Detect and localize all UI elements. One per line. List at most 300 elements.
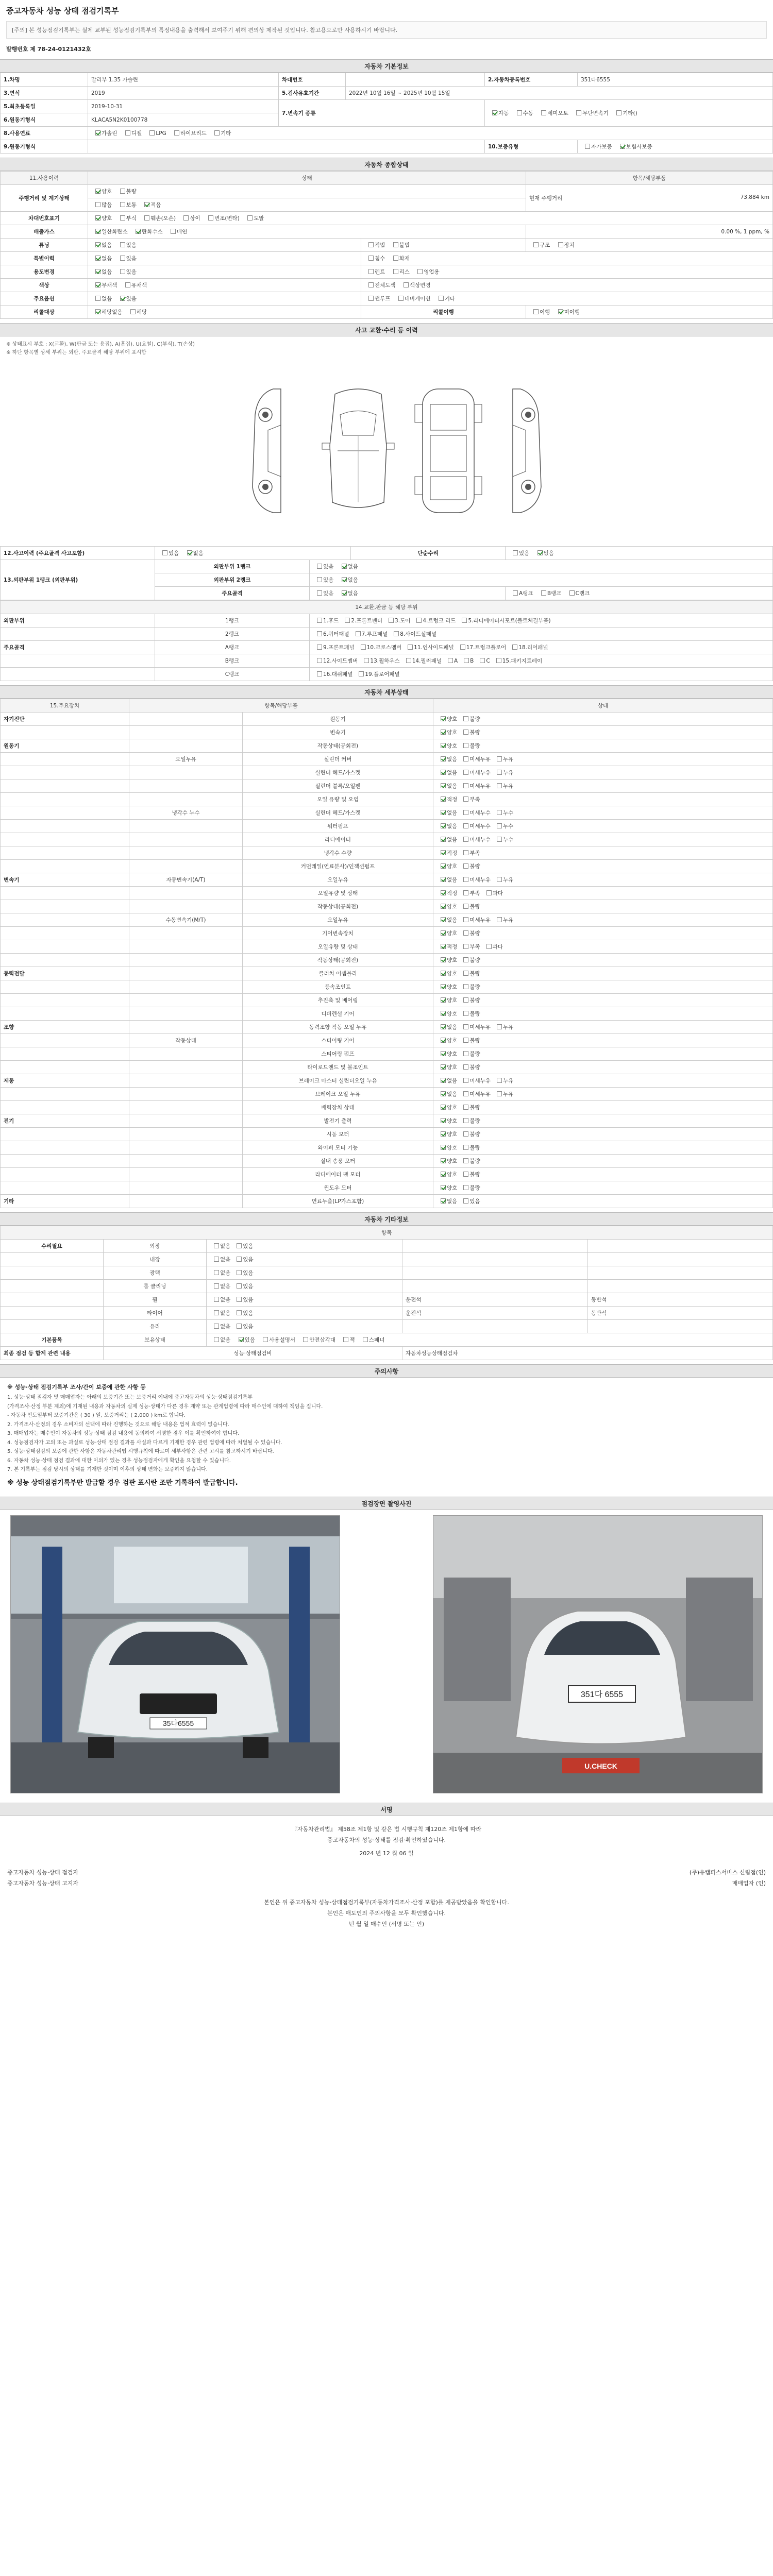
option — [210, 1309, 230, 1317]
checkbox[interactable] — [441, 1198, 446, 1204]
checkbox[interactable] — [394, 631, 399, 636]
option-label: 미세누유 — [469, 770, 491, 776]
checkbox[interactable] — [441, 930, 446, 936]
checkbox[interactable] — [463, 944, 468, 949]
checkbox[interactable] — [460, 645, 465, 650]
checkbox[interactable] — [441, 1118, 446, 1123]
checkbox[interactable] — [463, 957, 468, 962]
part-label: 원동기 — [243, 713, 433, 726]
checkbox[interactable] — [130, 309, 136, 314]
checkbox[interactable] — [120, 242, 125, 247]
col-header: 항목/해당부품 — [129, 699, 433, 713]
option — [459, 1171, 480, 1178]
checkbox[interactable] — [541, 110, 546, 115]
checkbox[interactable] — [95, 189, 100, 194]
options — [433, 1114, 773, 1128]
car-top-icon — [407, 384, 490, 518]
checkbox[interactable] — [263, 1337, 268, 1342]
value: KLACA5N2K0100778 — [88, 113, 279, 127]
checkbox[interactable] — [533, 309, 539, 314]
checkbox[interactable] — [408, 645, 413, 650]
checkbox[interactable] — [441, 1091, 446, 1096]
col-header: 상태 — [433, 699, 773, 713]
checkbox[interactable] — [441, 730, 446, 735]
checkbox[interactable] — [361, 645, 366, 650]
option-label: 없음 — [347, 564, 358, 570]
checkbox[interactable] — [441, 1172, 446, 1177]
checkbox[interactable] — [120, 256, 125, 261]
table-row — [1, 860, 773, 873]
option-label: 과다 — [492, 890, 503, 896]
checkbox[interactable] — [345, 618, 350, 623]
checkbox[interactable] — [368, 242, 374, 247]
option — [210, 1296, 230, 1303]
options — [433, 820, 773, 833]
checkbox[interactable] — [441, 796, 446, 802]
sub-label — [129, 1114, 243, 1128]
option-label: 누수 — [502, 837, 514, 843]
group-label: 자기진단 — [1, 713, 129, 726]
checkbox[interactable] — [448, 658, 453, 663]
checkbox[interactable] — [441, 743, 446, 748]
checkbox[interactable] — [463, 1158, 468, 1163]
checkbox[interactable] — [463, 850, 468, 855]
checkbox[interactable] — [441, 1131, 446, 1137]
checkbox[interactable] — [214, 1297, 219, 1302]
checkbox[interactable] — [356, 631, 361, 636]
checkbox[interactable] — [342, 564, 347, 569]
checkbox[interactable] — [237, 1257, 242, 1262]
group-label — [1, 1155, 129, 1168]
checkbox[interactable] — [144, 215, 149, 221]
checkbox[interactable] — [393, 256, 398, 261]
option — [436, 715, 457, 723]
checkbox[interactable] — [393, 269, 398, 274]
label: 외판부위 — [1, 614, 155, 628]
checkbox[interactable] — [463, 863, 468, 869]
checkbox[interactable] — [463, 743, 468, 748]
checkbox[interactable] — [208, 215, 213, 221]
options — [433, 1007, 773, 1021]
checkbox[interactable] — [585, 144, 590, 149]
checkbox[interactable] — [441, 890, 446, 895]
checkbox[interactable] — [187, 550, 192, 555]
option-label: 스패너 — [368, 1337, 385, 1343]
col-header: 11.사용이력 — [1, 172, 88, 185]
checkbox[interactable] — [496, 658, 501, 663]
checkbox[interactable] — [183, 215, 189, 221]
checkbox[interactable] — [616, 110, 621, 115]
checkbox[interactable] — [441, 850, 446, 855]
checkbox[interactable] — [174, 130, 179, 135]
option — [436, 1050, 457, 1058]
label: 색상 — [1, 279, 88, 292]
checkbox[interactable] — [463, 783, 468, 788]
checkbox[interactable] — [317, 671, 322, 676]
option-label: 미세누수 — [469, 837, 491, 843]
option-label: 미세누유 — [469, 1024, 491, 1030]
option-label: 없음 — [447, 837, 458, 843]
side-field — [402, 1240, 588, 1253]
option-label: 11.인사이드패널 — [414, 645, 454, 651]
checkbox[interactable] — [463, 1131, 468, 1137]
table-row — [1, 641, 773, 654]
table-row — [1, 1128, 773, 1141]
checkbox[interactable] — [389, 618, 394, 623]
rank-label: A랭크 — [155, 641, 310, 654]
sub-label — [129, 900, 243, 913]
checkbox[interactable] — [120, 296, 125, 301]
checkbox[interactable] — [517, 110, 522, 115]
checkbox[interactable] — [463, 877, 468, 882]
option — [459, 1050, 480, 1058]
checkbox[interactable] — [497, 917, 502, 922]
checkbox[interactable] — [441, 863, 446, 869]
options — [485, 100, 773, 127]
checkbox[interactable] — [463, 1145, 468, 1150]
group-label — [1, 1307, 104, 1320]
checkbox[interactable] — [317, 658, 322, 663]
checkbox[interactable] — [492, 110, 497, 115]
checkbox[interactable] — [95, 130, 100, 135]
checkbox[interactable] — [463, 756, 468, 761]
checkbox[interactable] — [214, 1337, 219, 1342]
checkbox[interactable] — [463, 1172, 468, 1177]
checkbox[interactable] — [162, 550, 167, 555]
checkbox[interactable] — [576, 110, 581, 115]
checkbox[interactable] — [95, 309, 100, 314]
checkbox[interactable] — [441, 877, 446, 882]
checkbox[interactable] — [237, 1270, 242, 1275]
checkbox[interactable] — [417, 269, 423, 274]
group-label — [1, 1280, 104, 1293]
table-row — [1, 793, 773, 806]
sub-label — [129, 793, 243, 806]
checkbox[interactable] — [463, 1038, 468, 1043]
checkbox[interactable] — [463, 997, 468, 1003]
option — [459, 849, 480, 857]
checkbox[interactable] — [463, 810, 468, 815]
checkbox[interactable] — [513, 550, 518, 555]
value: 말리부 1.35 가솔린 — [88, 73, 279, 87]
checkbox[interactable] — [149, 130, 155, 135]
checkbox[interactable] — [342, 577, 347, 582]
checkbox[interactable] — [441, 1185, 446, 1190]
checkbox[interactable] — [368, 256, 374, 261]
checkbox[interactable] — [441, 837, 446, 842]
checkbox[interactable] — [237, 1243, 242, 1248]
checkbox[interactable] — [497, 1024, 502, 1029]
checkbox[interactable] — [463, 930, 468, 936]
checkbox[interactable] — [480, 658, 485, 663]
options — [88, 279, 361, 292]
checkbox[interactable] — [416, 618, 422, 623]
checkbox[interactable] — [95, 242, 100, 247]
checkbox[interactable] — [317, 564, 322, 569]
checkbox[interactable] — [441, 756, 446, 761]
checkbox[interactable] — [343, 1337, 348, 1342]
checkbox[interactable] — [237, 1283, 242, 1289]
checkbox[interactable] — [441, 944, 446, 949]
basic-table — [0, 73, 773, 154]
option — [459, 1037, 480, 1044]
group-label — [1, 940, 129, 954]
checkbox[interactable] — [463, 971, 468, 976]
option-label: 있음 — [243, 1283, 254, 1290]
option — [436, 782, 457, 790]
option-label: 없음 — [220, 1283, 231, 1290]
checkbox[interactable] — [441, 997, 446, 1003]
checkbox[interactable] — [463, 1185, 468, 1190]
checkbox[interactable] — [214, 1257, 219, 1262]
checkbox[interactable] — [95, 202, 100, 207]
option-label: 양호 — [447, 997, 458, 1004]
photo-row — [0, 1510, 773, 1799]
checkbox[interactable] — [214, 1310, 219, 1315]
group-label — [1, 779, 129, 793]
checkbox[interactable] — [497, 823, 502, 828]
checkbox[interactable] — [120, 189, 125, 194]
notes-block — [0, 1378, 773, 1493]
checkbox[interactable] — [359, 671, 364, 676]
checkbox[interactable] — [95, 269, 100, 274]
checkbox[interactable] — [463, 917, 468, 922]
checkbox[interactable] — [317, 590, 322, 596]
note-line: 6. 자동차 성능·상태 점검 결과에 대한 이의가 있는 경우 성능점검자에게 확인을 요청할 수 있습니다. — [7, 1458, 231, 1464]
checkbox[interactable] — [364, 658, 369, 663]
checkbox[interactable] — [441, 984, 446, 989]
option — [493, 782, 513, 790]
checkbox[interactable] — [497, 770, 502, 775]
option-label: 수동 — [523, 110, 533, 116]
checkbox[interactable] — [136, 229, 141, 234]
checkbox[interactable] — [406, 658, 411, 663]
table-row — [1, 1307, 773, 1320]
checkbox[interactable] — [533, 242, 539, 247]
option — [436, 943, 457, 951]
option-label: 12.사이드멤버 — [323, 658, 358, 664]
option-label: 잭 — [349, 1337, 355, 1343]
option-label: 없음 — [102, 242, 112, 248]
checkbox[interactable] — [368, 269, 374, 274]
label: 외판부위 2랭크 — [155, 573, 310, 587]
checkbox[interactable] — [214, 1270, 219, 1275]
checkbox[interactable] — [125, 130, 130, 135]
group-label: 조향 — [1, 1021, 129, 1034]
checkbox[interactable] — [317, 577, 322, 582]
checkbox[interactable] — [441, 904, 446, 909]
option-label: 없음 — [102, 296, 112, 302]
checkbox[interactable] — [462, 618, 467, 623]
checkbox[interactable] — [463, 796, 468, 802]
item-label: 내장 — [104, 1253, 207, 1266]
option — [436, 956, 457, 964]
checkbox[interactable] — [441, 1024, 446, 1029]
checkbox[interactable] — [463, 1118, 468, 1123]
checkbox[interactable] — [441, 1064, 446, 1070]
checkbox[interactable] — [214, 1283, 219, 1289]
option-label: 16.대쉬패널 — [323, 671, 353, 677]
checkbox[interactable] — [497, 810, 502, 815]
option — [493, 1090, 513, 1098]
checkbox[interactable] — [441, 770, 446, 775]
checkbox[interactable] — [441, 1051, 446, 1056]
checkbox[interactable] — [441, 1038, 446, 1043]
part-label: 오일유량 및 상태 — [243, 940, 433, 954]
option — [232, 1309, 253, 1317]
option-label: 있음 — [244, 1337, 255, 1343]
option — [493, 836, 513, 843]
option-label: 일산화탄소 — [102, 229, 128, 235]
checkbox[interactable] — [512, 645, 517, 650]
checkbox[interactable] — [95, 215, 100, 221]
option-label: 없음 — [447, 1078, 458, 1084]
label: 주요골격 — [155, 587, 310, 600]
checkbox[interactable] — [317, 631, 322, 636]
options — [578, 140, 773, 154]
checkbox[interactable] — [342, 590, 347, 596]
option — [459, 755, 491, 763]
checkbox[interactable] — [404, 282, 409, 287]
side-field — [588, 1266, 773, 1280]
option — [493, 1077, 513, 1084]
checkbox[interactable] — [463, 1078, 468, 1083]
checkbox[interactable] — [558, 242, 563, 247]
checkbox[interactable] — [541, 590, 546, 596]
checkbox[interactable] — [441, 957, 446, 962]
checkbox[interactable] — [441, 971, 446, 976]
checkbox[interactable] — [486, 944, 492, 949]
checkbox[interactable] — [513, 590, 518, 596]
checkbox[interactable] — [393, 242, 398, 247]
checkbox[interactable] — [441, 823, 446, 828]
checkbox[interactable] — [317, 618, 322, 623]
checkbox[interactable] — [620, 144, 625, 149]
sub-label — [129, 1061, 243, 1074]
checkbox[interactable] — [463, 716, 468, 721]
checkbox[interactable] — [463, 730, 468, 735]
checkbox[interactable] — [441, 1158, 446, 1163]
checkbox[interactable] — [569, 590, 575, 596]
checkbox[interactable] — [237, 1324, 242, 1329]
checkbox[interactable] — [303, 1337, 308, 1342]
checkbox[interactable] — [441, 1105, 446, 1110]
option-label: 불량 — [469, 1064, 480, 1071]
checkbox[interactable] — [368, 282, 374, 287]
label: 7.변속기 종류 — [279, 100, 485, 127]
checkbox[interactable] — [95, 296, 100, 301]
checkbox[interactable] — [497, 1091, 502, 1096]
checkbox[interactable] — [441, 1011, 446, 1016]
checkbox[interactable] — [95, 256, 100, 261]
checkbox[interactable] — [368, 296, 374, 301]
table-row — [1, 1047, 773, 1061]
option — [436, 1197, 457, 1205]
checkbox[interactable] — [497, 1078, 502, 1083]
checkbox[interactable] — [125, 282, 130, 287]
options — [433, 833, 773, 846]
sub-label — [129, 1141, 243, 1155]
checkbox[interactable] — [439, 296, 444, 301]
checkbox[interactable] — [463, 823, 468, 828]
checkbox[interactable] — [463, 1011, 468, 1016]
checkbox[interactable] — [463, 1064, 468, 1070]
checkbox[interactable] — [441, 1145, 446, 1150]
checkbox[interactable] — [441, 716, 446, 721]
checkbox[interactable] — [214, 1324, 219, 1329]
checkbox[interactable] — [120, 202, 125, 207]
checkbox[interactable] — [237, 1297, 242, 1302]
table-row — [1, 279, 773, 292]
checkbox[interactable] — [120, 215, 125, 221]
label: 5.검사유효기간 — [279, 87, 346, 100]
checkbox[interactable] — [363, 1337, 368, 1342]
checkbox[interactable] — [497, 877, 502, 882]
checkbox[interactable] — [441, 1078, 446, 1083]
part-label: 등속조인트 — [243, 980, 433, 994]
checkbox[interactable] — [120, 269, 125, 274]
checkbox[interactable] — [95, 229, 100, 234]
checkbox[interactable] — [237, 1310, 242, 1315]
option-label: 3.도어 — [395, 618, 411, 624]
checkbox[interactable] — [463, 1051, 468, 1056]
table-row — [1, 940, 773, 954]
checkbox[interactable] — [463, 1091, 468, 1096]
sub-label — [129, 1195, 243, 1208]
checkbox[interactable] — [171, 229, 176, 234]
checkbox[interactable] — [239, 1337, 244, 1342]
checkbox[interactable] — [463, 904, 468, 909]
sub-label — [129, 739, 243, 753]
checkbox[interactable] — [247, 215, 253, 221]
checkbox[interactable] — [463, 837, 468, 842]
checkbox[interactable] — [497, 837, 502, 842]
checkbox[interactable] — [463, 1024, 468, 1029]
checkbox[interactable] — [441, 783, 446, 788]
checkbox[interactable] — [441, 810, 446, 815]
checkbox[interactable] — [558, 309, 563, 314]
options — [506, 547, 773, 560]
option — [459, 1090, 491, 1098]
options — [207, 1266, 402, 1280]
checkbox[interactable] — [463, 1198, 468, 1204]
checkbox[interactable] — [95, 282, 100, 287]
checkbox[interactable] — [441, 917, 446, 922]
table-row — [1, 1061, 773, 1074]
option-label: 없음 — [447, 877, 458, 883]
option-label: 렌트 — [375, 269, 385, 275]
option-label: 없음 — [447, 783, 458, 789]
checkbox[interactable] — [317, 645, 322, 650]
option-label: 불량 — [469, 997, 480, 1004]
option-label: 불량 — [469, 730, 480, 736]
checkbox[interactable] — [486, 890, 492, 895]
checkbox[interactable] — [463, 1105, 468, 1110]
checkbox[interactable] — [463, 770, 468, 775]
checkbox[interactable] — [497, 783, 502, 788]
checkbox[interactable] — [497, 756, 502, 761]
checkbox[interactable] — [463, 984, 468, 989]
checkbox[interactable] — [214, 130, 220, 135]
checkbox[interactable] — [214, 1243, 219, 1248]
checkbox[interactable] — [398, 296, 404, 301]
option-label: 불량 — [469, 971, 480, 977]
checkbox[interactable] — [537, 550, 543, 555]
options — [433, 1061, 773, 1074]
checkbox[interactable] — [463, 890, 468, 895]
checkbox[interactable] — [144, 202, 149, 207]
checkbox[interactable] — [464, 658, 469, 663]
